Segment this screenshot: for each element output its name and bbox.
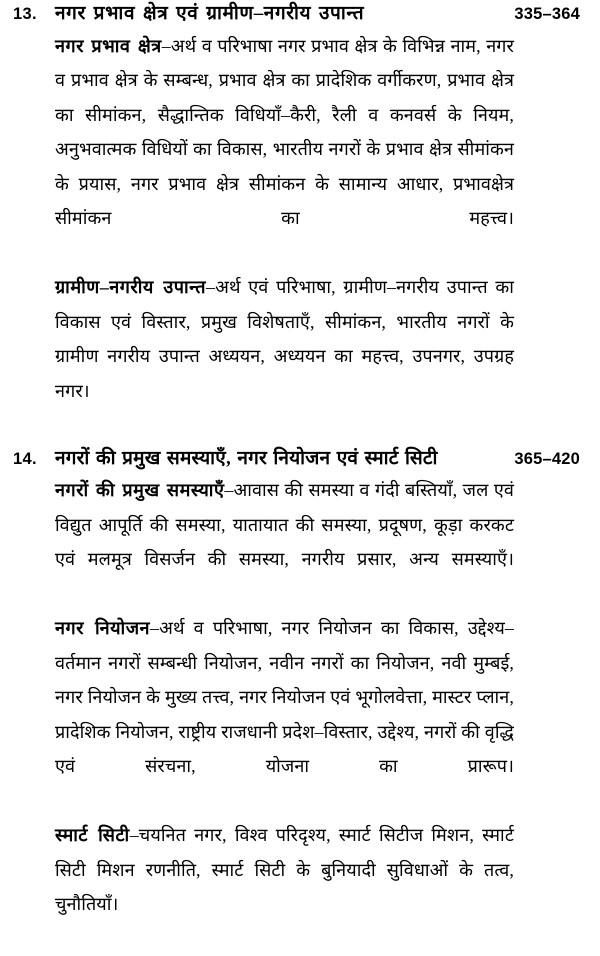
topic-text: –आवास की समस्या व गंदी बस्तियाँ, जल एवं विद्युत आपूर्ति की समस्या, यातायात की समस्या, प्रदूषण, कूड़ा करकट एवं मलमूत्र विसर्जन की समस्या, नगरीय प्रसार, अन्य समस्याएँ। xyxy=(55,480,514,569)
topic-lead-label: ग्रामीण–नगरीय उपान्त xyxy=(55,277,206,297)
toc-entry-14-heading xyxy=(0,445,600,474)
topic-lead-label: नगर प्रभाव क्षेत्र xyxy=(55,36,162,56)
topic-text: –अर्थ व परिभाषा, नगर नियोजन का विकास, उद्देश्य–वर्तमान नगरों सम्बन्धी नियोजन, नवीन नगरों का नियोजन, नवी मुम्बई, नगर नियोजन के मुख्य तत्त्व, नगर नियोजन एवं भूगोलवेत्ता, मास्टर प्लान, प्रादेशिक नियोजन, राष्ट्रीय राजधानी प्रदेश–विस्तार, उद्देश्य, नगरों की वृद्धि एवं संरचना, योजना का प्रारूप। xyxy=(55,618,514,776)
topic-lead-label: नगर नियोजन xyxy=(55,618,150,638)
topic-paragraph xyxy=(55,611,514,818)
topic-paragraph xyxy=(55,29,514,271)
topic-paragraph xyxy=(55,473,514,611)
topic-text: –अर्थ एवं परिभाषा, ग्रामीण–नगरीय उपान्त का विकास एवं विस्तार, प्रमुख विशेषताएँ, सीमांकन, भारतीय नगरों के ग्रामीण नगरीय उपान्त अध्ययन, अध्ययन का महत्त्व, उपनगर, उपग्रह नगर। xyxy=(55,277,514,401)
toc-entry-14-topics xyxy=(0,473,600,956)
topic-text: –अर्थ व परिभाषा नगर प्रभाव क्षेत्र के विभिन्न नाम, नगर व प्रभाव क्षेत्र के सम्बन्ध, प्रभाव क्षेत्र का प्रादेशिक वर्गीकरण, प्रभाव क्षेत्र का सीमांकन, सैद्धान्तिक विधियाँ–कैरी, रैली व कनवर्स के नियम, अनुभवात्मक विधियों का विकास, भारतीय नगरों के प्रभाव क्षेत्र सीमांकन के प्रयास, नगर प्रभाव क्षेत्र सीमांकन के सामान्य आधार, प्रभावक्षेत्र सीमांकन का महत्त्व। xyxy=(55,36,514,229)
topic-lead-label: नगरों की प्रमुख समस्याएँ xyxy=(55,480,224,500)
toc-entry-14-title: नगरों की प्रमुख समस्याएँ, नगर नियोजन एवं स्मार्ट सिटी xyxy=(55,445,512,474)
toc-entry-14 xyxy=(0,445,600,956)
toc-entry-13 xyxy=(0,0,600,443)
topic-paragraph xyxy=(55,818,514,956)
toc-entry-13-page-range: 335–364 xyxy=(508,5,580,24)
toc-entry-13-number: 13. xyxy=(13,5,55,24)
topic-paragraph xyxy=(55,270,514,443)
toc-entry-13-heading xyxy=(0,0,600,29)
toc-entry-14-number: 14. xyxy=(13,450,55,469)
topic-lead-label: स्मार्ट सिटी xyxy=(55,825,130,845)
toc-entry-13-topics xyxy=(0,29,600,443)
toc-entry-13-title: नगर प्रभाव क्षेत्र एवं ग्रामीण–नगरीय उपान्त xyxy=(55,0,508,29)
topic-text: –चयनित नगर, विश्व परिदृश्य, स्मार्ट सिटीज मिशन, स्मार्ट सिटी मिशन रणनीति, स्मार्ट सिटी के बुनियादी सुविधाओं के तत्व, चुनौतियाँ। xyxy=(55,825,514,914)
toc-entry-14-page-range: 365–420 xyxy=(512,450,580,469)
